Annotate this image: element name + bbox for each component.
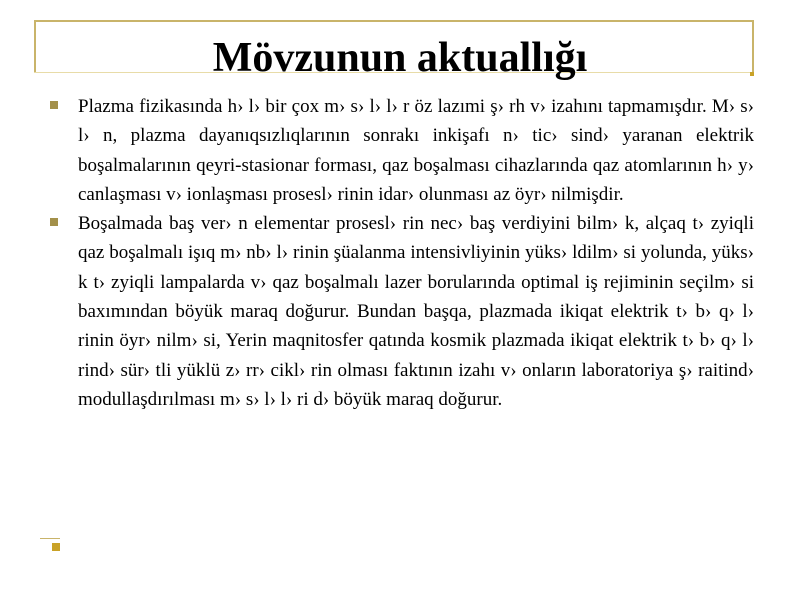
bullet-item-2 <box>48 209 754 414</box>
bullet-item-1 <box>48 92 754 209</box>
slide-body <box>48 92 754 414</box>
square-bullet-icon <box>50 101 58 109</box>
bullet-text-1: Plazma fizikasında h› l› bir çox m› s› l› l› r öz lazımi ş› rh v› izahını tapmamışdır. M› s› l› n, plazma dayanıqsızlıqlarının sonrakı inkişafı n› tic› sind› yaranan elektrik boşalmalarının qeyri-stasionar forması, qaz boşalması cihazlarında qaz atomlarının h› y› canlaşması v› ionlaşması prosesl› rinin idar› olunması az öyr› nilmişdir. <box>78 96 754 205</box>
bottom-rule-decoration <box>40 538 60 539</box>
square-bullet-icon <box>50 218 58 226</box>
slide-title: Mövzunun aktuallığı <box>212 35 588 81</box>
empty-bullet-icon <box>52 543 60 551</box>
bullet-text-2: Boşalmada baş ver› n elementar prosesl› rin nec› baş verdiyini bilm› k, alçaq t› zyiqli qaz boşalmalı işıq m› nb› l› rinin şüalanma intensivliyinin yüks› ldilm› si yolunda, yüks› k t› zyiqli lampalarda v› qaz boşalmalı lazer borularında optimal iş rejiminin seçilm› si baxımından böyük maraq doğurur. Bundan başqa, plazmada ikiqat elektrik t› b› q› l› rinin öyr› nilm› si, Yerin maqnitosfer qatında kosmik plazmada ikiqat elektrik t› b› q› l› rind› sür› tli yüklü z› rr› cikl› rin olması faktının izahı v› onların laboratoriya ş› raitind› modullaşdırılması m› s› l› l› ri d› böyük maraq doğurur. <box>78 213 754 410</box>
